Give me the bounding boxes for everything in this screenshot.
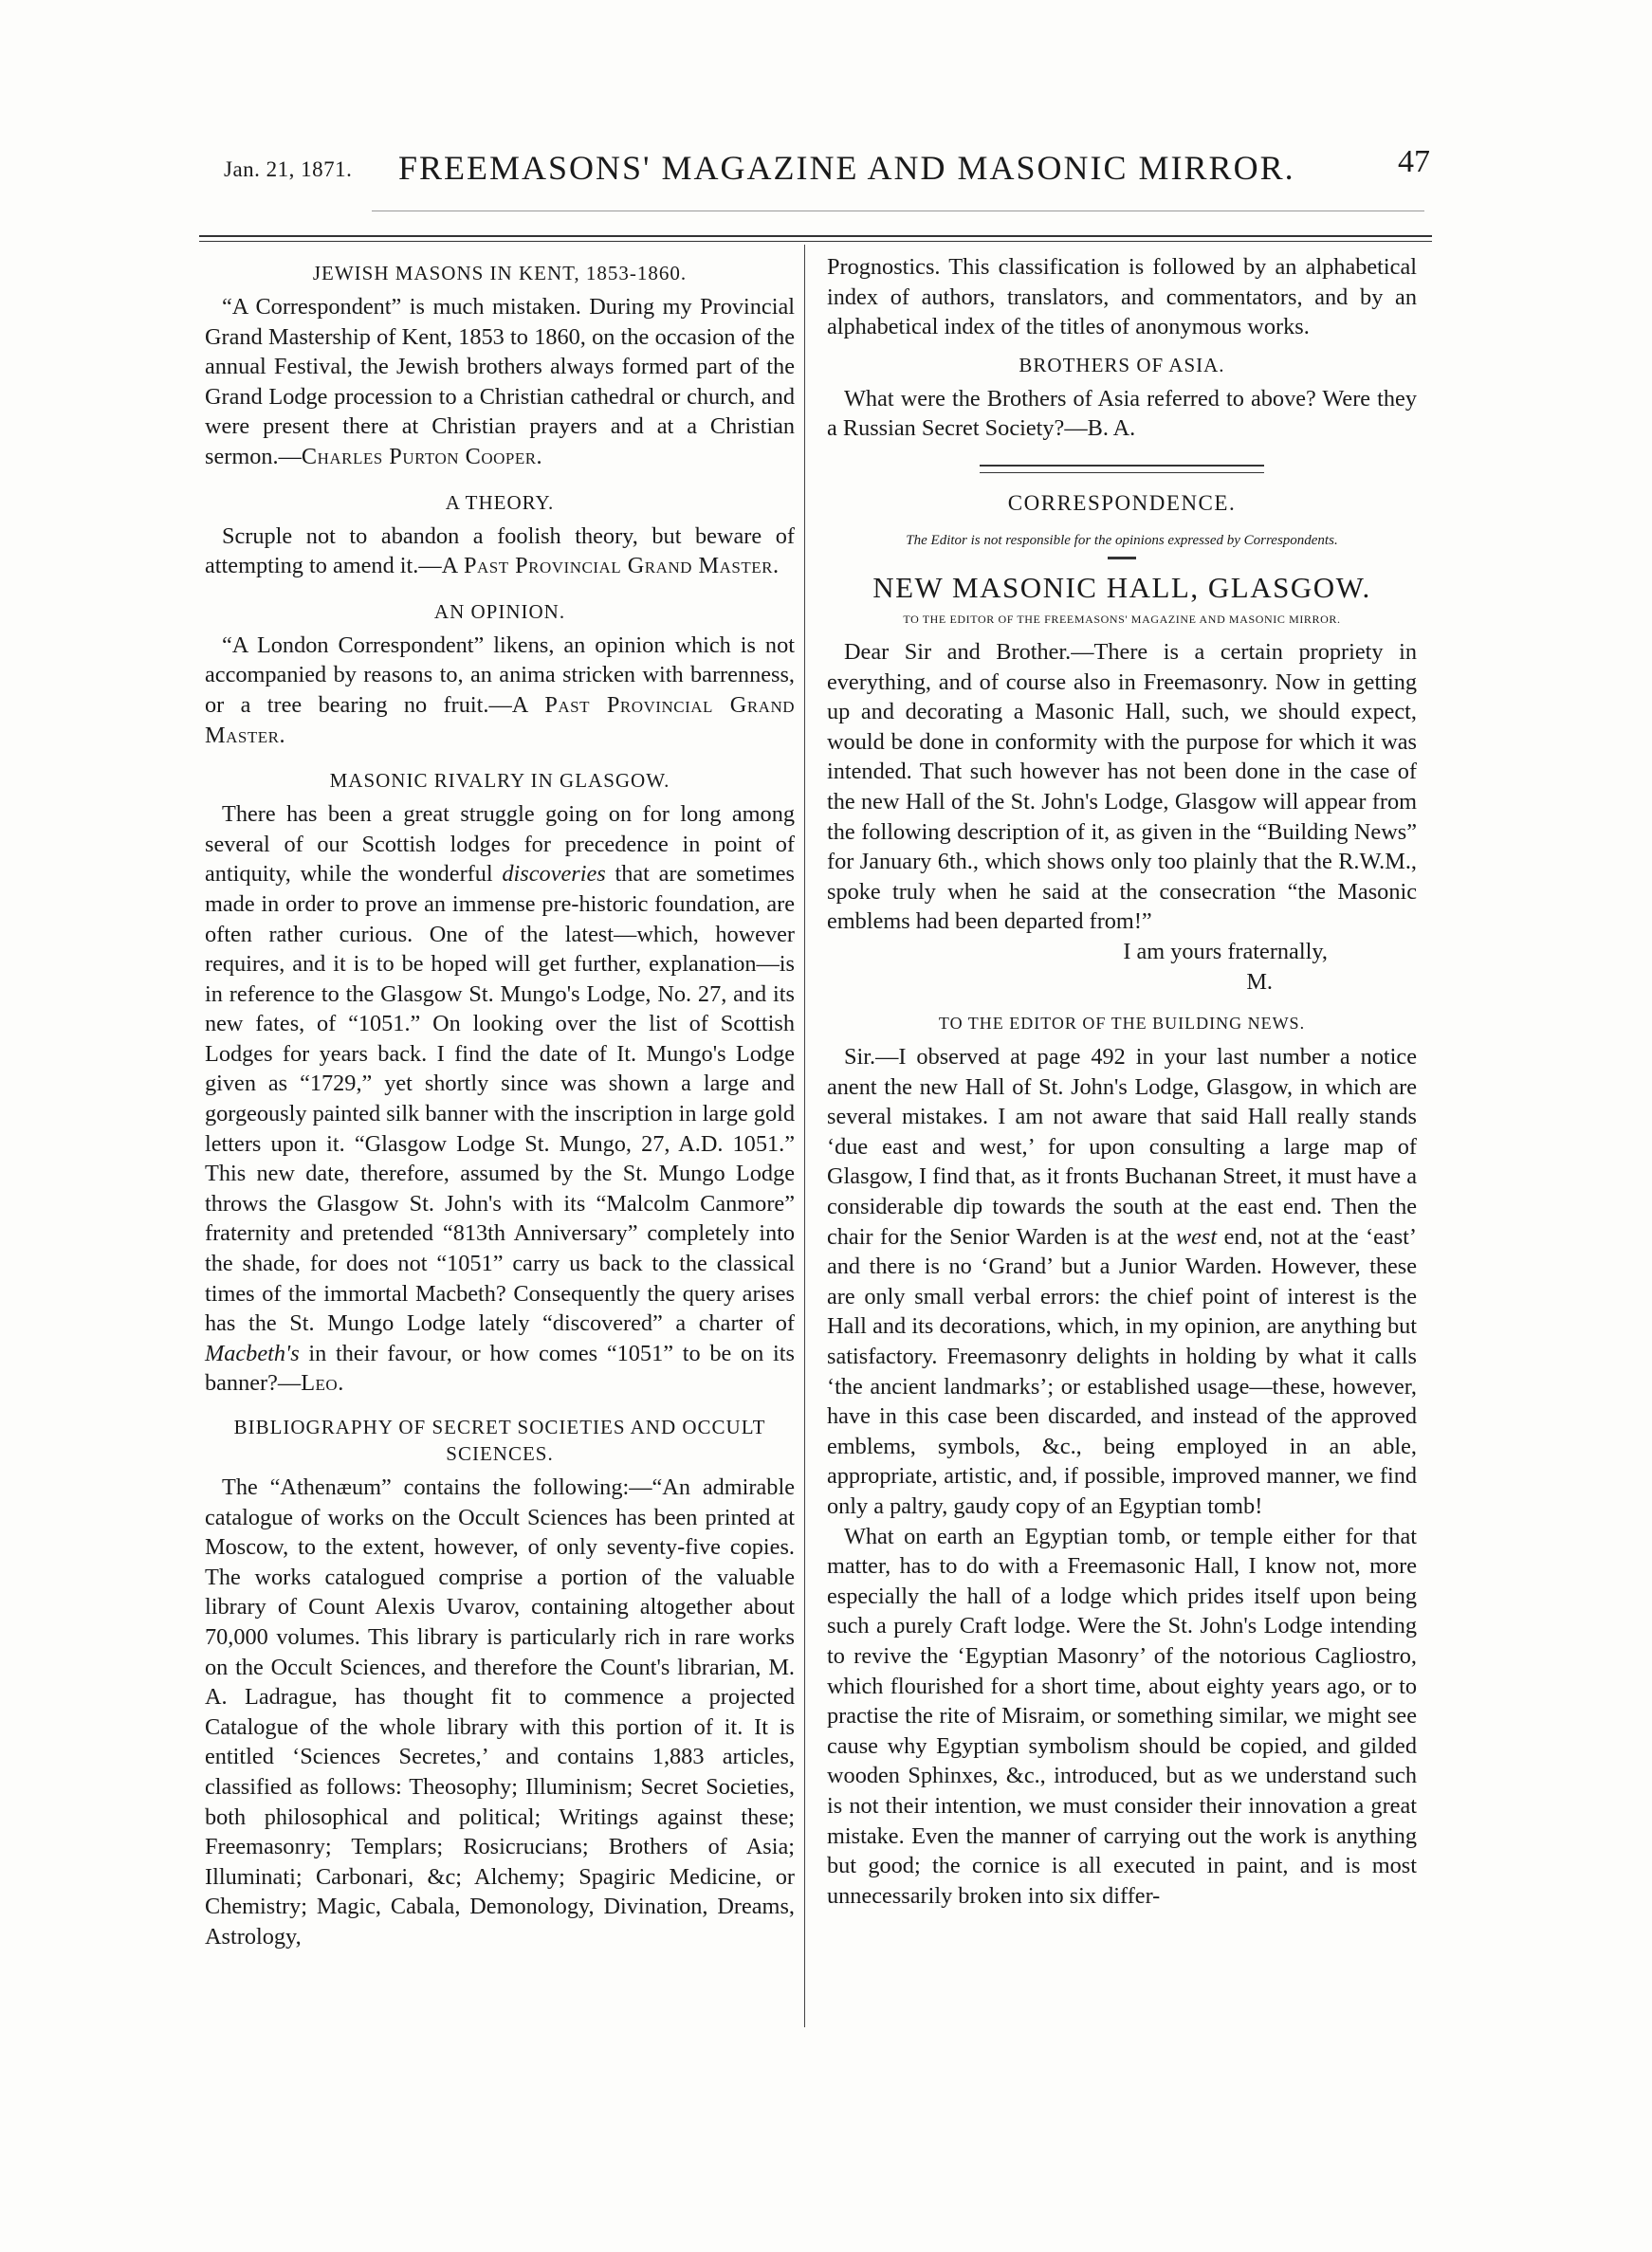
brothers-of-asia-body: What were the Brothers of Asia referred to above? Were they a Russian Secret Society?—B. A. [827,385,1417,442]
header-double-rule-bottom [199,241,1432,242]
correspondence-heading: CORRESPONDENCE. [1007,490,1237,515]
to-editor-freemasons-line: TO THE EDITOR OF THE FREEMASONS' MAGAZINE AND MASONIC MIRROR. [903,612,1341,626]
theory-heading: A THEORY. [445,490,555,514]
building-news-paragraph-2: What on earth an Egyptian tomb, or temple either for that matter, has to do with a Freemasonic Hall, I know not, more especially the hall of a lodge which prides itself upon being such a purely Craft lodge. Were the St. John's Lodge intending to revive the ‘Egyptian Masonry’ of the notorious Cagliostro, which flourished for a short time, about eighty years ago, or to practise the rite of Misraim, or something similar, we might see cause why Egyptian symbolism should be copied, and gilded wooden Sphinxes, &c., introduced, but as we understand such is not their intention, we must consider their innovation a great mistake. Even the manner of carrying out the work is anything but good; the cornice is all executed in paint, and is most unnecessarily broken into six differ- [827,1523,1417,1909]
masthead-title: FREEMASONS' MAGAZINE AND MASONIC MIRROR. [398,149,1295,187]
opinion-signature: A Past Provincial Grand Master. [205,691,795,748]
rivalry-heading: MASONIC RIVALRY IN GLASGOW. [329,769,670,793]
short-dash-rule [1108,557,1136,559]
new-masonic-hall-heading: NEW MASONIC HALL, GLASGOW. [872,570,1371,604]
bibliography-continued: Prognostics. This classification is followed by an alphabetical index of authors, translators, and commentators, and by an alphabetical index of the titles of anonymous works. [827,254,1417,340]
rivalry-body: There has been a great struggle going on for long among several of our Scottish lodges for precedence in point of antiquity, while the wonderful discoveries that are sometimes made in order to prove an immense pre-historic foundation, are often rather curious. One of the latest—which, however requires, and it is to be hoped will get further, explanation—is in reference to the Glasgow St. Mungo's Lodge, No. 27, and its new fates, of “1051.” On looking over the list of Scottish Lodges for years back. I find the date of It. Mungo's Lodge given as “1729,” yet shortly since was shown a large and gorgeously painted silk banner with the inscription in large gold letters upon it. “Glasgow Lodge St. Mungo, 27, A.D. 1051.” This new date, therefore, assumed by the St. Mungo Lodge throws the Glasgow St. John's with its “Malcolm Canmore” fraternity and pretended “813th Anniversary” completely into the shade, for does not “1051” carry us back to the classical times of the immortal Macbeth? Consequently the query arises has the St. Mungo Lodge lately “discovered” a charter of Macbeth's in their favour, or how comes “1051” to be on its banner?—Leo. [205,801,795,1397]
bibliography-body: The “Athenæum” contains the following:—“An admirable catalogue of works on the Occult Sciences has been printed at Moscow, to the extent, however, of only seventy-five copies. The works catalogued comprise a portion of the valuable library of Count Alexis Uvarov, containing altogether about 70,000 volumes. This library is particularly rich in rare works on the Occult Sciences, and therefore the Count's librarian, M. A. Ladrague, has thought fit to commence a projected Catalogue of the whole library with this portion of it. It is entitled ‘Sciences Secretes,’ and contains 1,883 articles, classified as follows: Theosophy; Illuminism; Secret Societies, both philosophical and political; Writings against these; Freemasonry; Templars; Rosicrucians; Brothers of Asia; Illuminati; Carbonari, &c; Alchemy; Spagiric Medicine, or Chemistry; Magic, Cabala, Demonology, Divination, Dreams, Astrology, [205,1474,795,1950]
to-editor-building-news: TO THE EDITOR OF THE BUILDING NEWS. [938,1014,1306,1034]
left-column [205,252,795,1952]
right-column [827,252,1417,1911]
rivalry-signature: Leo. [301,1370,344,1397]
header-double-rule-top [199,235,1432,237]
section-double-rule [980,465,1264,473]
letter-signature: M. [1246,968,1273,995]
bibliography-heading: BIBLIOGRAPHY OF SECRET SOCIETIES AND OCCULT SCIENCES. [233,1416,766,1465]
jewish-masons-heading: JEWISH MASONS IN KENT, 1853-1860. [312,262,688,284]
theory-body: Scruple not to abandon a foolish theory, but beware of attempting to amend it.—A Past Provincial Grand Master. [205,522,795,579]
editor-disclaimer: The Editor is not responsible for the opinions expressed by Correspondents. [906,532,1338,548]
jewish-masons-body: “A Correspondent” is much mistaken. During my Provincial Grand Mastership of Kent, 1853 to 1860, on the occasion of the annual Festival, the Jewish brothers always formed part of the Grand Lodge procession to a Christian cathedral or church, and were present there at Christian prayers and at a Christian sermon.—Charles Purton Cooper. [205,294,795,469]
brothers-of-asia-heading: BROTHERS OF ASIA. [1019,353,1225,376]
building-news-paragraph-1: Sir.—I observed at page 492 in your last number a notice anent the new Hall of St. John's Lodge, Glasgow, in which are several mistakes. I am not aware that said Hall really stands ‘due east and west,’ for upon consulting a large map of Glasgow, I find that, as it fronts Buchanan Street, it must have a considerable dip towards the south at the east end. Then the chair for the Senior Warden is at the west end, not at the ‘east’ and there is no ‘Grand’ but a Junior Warden. However, these are only small verbal errors: the chief point of interest is the Hall and its decorations, which, in my opinion, are anything but satisfactory. Freemasonry delights in holding by what it calls ‘the ancient landmarks’; or established usage—these, however, have in this case been discarded, and instead of the approved emblems, symbols, &c., being employed in an able, appropriate, artistic, and, if possible, improved manner, we find only a paltry, gaudy copy of an Egyptian tomb! [827,1044,1418,1519]
page-number: 47 [1398,144,1430,179]
opinion-body: “A London Correspondent” likens, an opinion which is not accompanied by reasons to, an anima stricken with barrenness, or a tree bearing no fruit.—A Past Provincial Grand Master. [205,632,795,748]
opinion-heading: AN OPINION. [433,599,566,623]
issue-date: Jan. 21, 1871. [224,157,353,181]
theory-signature: A Past Provincial Grand Master. [441,553,780,579]
jewish-masons-signature: Charles Purton Cooper. [301,443,543,469]
hall-letter-body: Dear Sir and Brother.—There is a certain propriety in everything, and of course also in Freemasonry. Now in getting up and decorating a Masonic Hall, such, we should expect, would be done in conformity with the purpose for which it was intended. That such however has not been done in the case of the new Hall of the St. John's Lodge, Glasgow will appear from the following description of it, as given in the “Building News” for January 6th., which shows only too plainly that the R.W.M., spoke truly when he said at the consecration “the Masonic emblems had been departed from!” [827,638,1417,935]
column-divider [804,245,805,2027]
letter-signoff: I am yours fraternally, [1123,938,1328,964]
